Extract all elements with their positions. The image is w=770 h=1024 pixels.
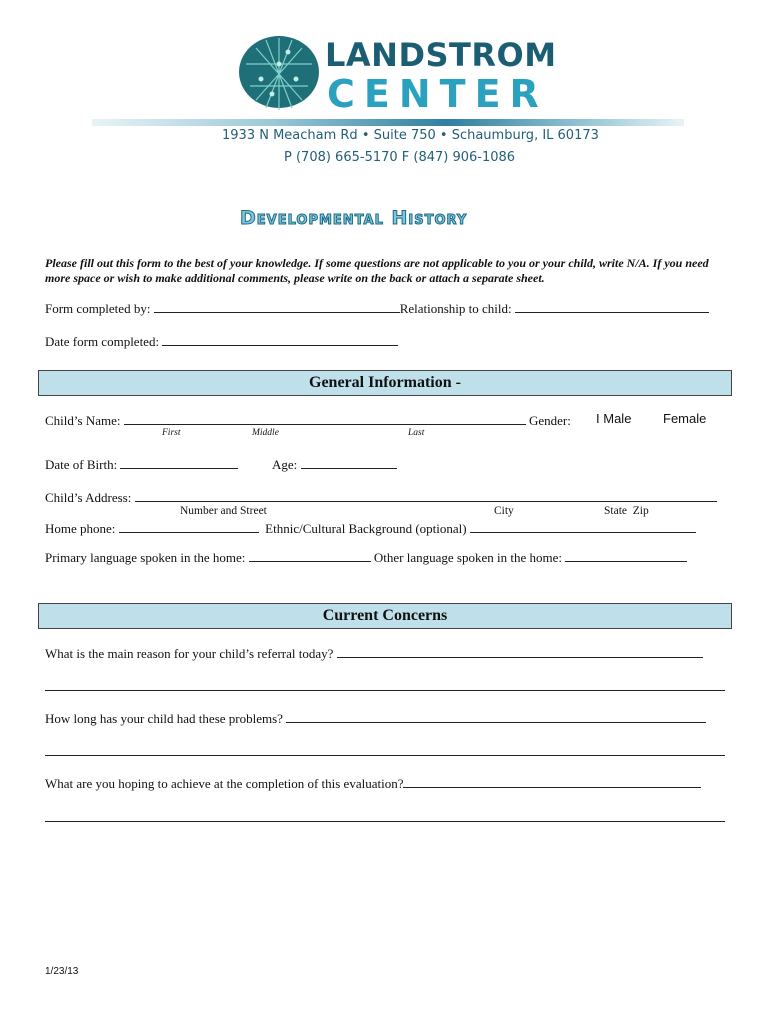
- age-row: [272, 456, 397, 473]
- q3-label: What are you hoping to achieve at the completion of this evaluation?: [45, 776, 404, 791]
- date-completed-label: Date form completed:: [45, 334, 160, 349]
- form-completed-row: [45, 300, 709, 317]
- brain-logo-icon: [236, 34, 322, 114]
- gender-female-option[interactable]: Female: [663, 411, 707, 426]
- q2-extra-line[interactable]: [45, 755, 725, 756]
- male-label: Male: [603, 411, 632, 426]
- city-caption: City: [494, 505, 514, 517]
- current-concerns-heading: Current Concerns: [38, 603, 732, 629]
- q3-row: [45, 775, 701, 792]
- completed-by-label: Form completed by:: [45, 301, 151, 316]
- middle-caption: Middle: [252, 428, 279, 438]
- footer-date: 1/23/13: [45, 966, 79, 977]
- address-label: Child’s Address:: [45, 490, 132, 505]
- address-row: [45, 489, 717, 506]
- home-phone-field[interactable]: [119, 520, 259, 533]
- primary-language-field[interactable]: [249, 549, 371, 562]
- relationship-label: Relationship to child:: [399, 301, 512, 316]
- q1-row: [45, 645, 703, 662]
- dob-row: [45, 456, 238, 473]
- language-row: [45, 549, 687, 566]
- ethnic-field[interactable]: [470, 520, 696, 533]
- q2-label: How long has your child had these problems?: [45, 711, 283, 726]
- primary-language-label: Primary language spoken in the home:: [45, 550, 246, 565]
- state-zip-caption: State Zip: [604, 505, 649, 517]
- male-checkbox-icon: I: [596, 411, 600, 426]
- relationship-field[interactable]: [515, 300, 709, 313]
- page-title: Developmental History: [240, 207, 468, 229]
- childs-name-label: Child’s Name:: [45, 413, 121, 428]
- gender-male-option[interactable]: [596, 411, 631, 426]
- age-label: Age:: [272, 457, 298, 472]
- other-language-label: Other language spoken in the home:: [373, 550, 562, 565]
- instructions: Please fill out this form to the best of your knowledge. If some questions are not applicable to you or your child, write N/A. If you need more space or wish to make additional comments, please write on the back or attach a separate sheet.: [45, 256, 709, 285]
- general-info-heading: General Information -: [38, 370, 732, 396]
- number-street-caption: Number and Street: [180, 505, 267, 517]
- other-language-field[interactable]: [565, 549, 687, 562]
- completed-by-field[interactable]: [154, 300, 400, 313]
- q2-row: [45, 710, 706, 727]
- q1-label: What is the main reason for your child’s referral today?: [45, 646, 334, 661]
- q3-field[interactable]: [403, 775, 701, 788]
- childs-name-field[interactable]: [124, 412, 526, 425]
- dob-field[interactable]: [120, 456, 238, 469]
- date-completed-row: [45, 333, 398, 350]
- gender-label: Gender:: [528, 413, 571, 428]
- home-phone-label: Home phone:: [45, 521, 116, 536]
- q1-extra-line[interactable]: [45, 690, 725, 691]
- phone-row: [45, 520, 696, 537]
- dob-label: Date of Birth:: [45, 457, 118, 472]
- address-line: 1933 N Meacham Rd • Suite 750 • Schaumburg, IL 60173: [222, 128, 599, 143]
- last-caption: Last: [408, 428, 425, 438]
- header-bar: [92, 119, 684, 126]
- phone-line: P (708) 665-5170 F (847) 906-1086: [284, 150, 516, 165]
- ethnic-label: Ethnic/Cultural Background (optional): [265, 521, 467, 536]
- address-field[interactable]: [135, 489, 717, 502]
- age-field[interactable]: [301, 456, 397, 469]
- q2-field[interactable]: [286, 710, 706, 723]
- first-caption: First: [162, 428, 181, 438]
- q3-extra-line[interactable]: [45, 821, 725, 822]
- logo-line1: LANDSTROM: [325, 36, 557, 74]
- q1-field[interactable]: [337, 645, 703, 658]
- date-completed-field[interactable]: [162, 333, 398, 346]
- childs-name-row: [45, 412, 571, 429]
- logo-line2: CENTER: [327, 72, 548, 116]
